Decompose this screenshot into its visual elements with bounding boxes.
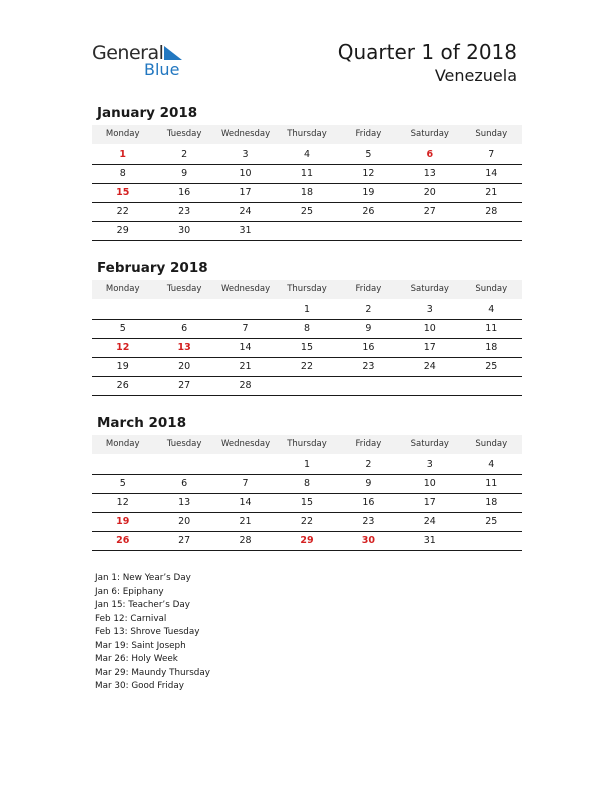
date-cell: 7 xyxy=(242,478,249,489)
date-cell: 29 xyxy=(116,225,129,236)
weekday-label: Thursday xyxy=(287,439,327,449)
weekday-label: Friday xyxy=(355,284,382,294)
date-cell: 11 xyxy=(485,323,498,334)
date-cell: 28 xyxy=(239,535,252,546)
holiday-date-cell: 15 xyxy=(116,187,130,198)
week-row xyxy=(92,456,522,475)
date-cell: 4 xyxy=(488,459,495,470)
weekday-label: Monday xyxy=(105,284,140,294)
weekday-label: Saturday xyxy=(410,439,449,449)
date-cell: 31 xyxy=(239,225,252,236)
date-cell: 9 xyxy=(365,323,372,334)
date-cell: 8 xyxy=(303,478,310,489)
date-cell xyxy=(461,532,522,550)
date-cell: 2 xyxy=(365,304,372,315)
weekday-label: Sunday xyxy=(475,284,508,294)
date-cell xyxy=(461,377,522,395)
date-cell: 20 xyxy=(423,187,436,198)
holiday-date-cell: 26 xyxy=(116,535,130,546)
holiday-date-cell: 19 xyxy=(116,516,130,527)
date-cell: 13 xyxy=(423,168,436,179)
holiday-date-cell: 6 xyxy=(426,149,434,160)
date-cell: 6 xyxy=(181,478,188,489)
logo-general-text: General xyxy=(92,42,164,64)
date-cell: 17 xyxy=(423,342,436,353)
logo-blue-text: Blue xyxy=(144,60,180,79)
date-cell: 10 xyxy=(423,323,436,334)
holiday-date-cell: 12 xyxy=(116,342,130,353)
date-cell: 18 xyxy=(485,497,498,508)
generalblue-logo xyxy=(92,40,192,80)
week-row xyxy=(92,165,522,184)
week-row xyxy=(92,184,522,203)
week-row xyxy=(92,475,522,494)
weekday-label: Thursday xyxy=(287,284,327,294)
date-cell: 21 xyxy=(239,361,252,372)
holiday-note: Jan 15: Teacher’s Day xyxy=(95,600,190,610)
holiday-note: Feb 13: Shrove Tuesday xyxy=(95,627,200,637)
holiday-note: Mar 19: Saint Joseph xyxy=(95,640,186,651)
date-cell: 12 xyxy=(362,168,375,179)
date-cell xyxy=(215,301,276,319)
date-cell: 14 xyxy=(485,168,498,179)
date-cell: 5 xyxy=(119,323,126,334)
date-cell xyxy=(92,301,153,319)
date-cell: 21 xyxy=(485,187,498,198)
date-cell: 24 xyxy=(239,206,252,217)
holiday-list xyxy=(95,572,210,694)
weekday-label: Wednesday xyxy=(220,284,271,294)
date-cell: 22 xyxy=(116,206,129,217)
month-title: February 2018 xyxy=(97,260,208,276)
month-calendar xyxy=(92,103,522,241)
date-cell: 30 xyxy=(178,225,191,236)
date-cell: 15 xyxy=(300,497,314,508)
date-cell: 17 xyxy=(423,497,436,508)
holiday-date-cell: 13 xyxy=(177,342,191,353)
holiday-note: Mar 29: Maundy Thursday xyxy=(95,667,210,678)
weekday-label: Monday xyxy=(105,439,140,449)
weekday-label: Tuesday xyxy=(166,439,202,449)
date-cell: 24 xyxy=(423,361,436,372)
date-cell: 21 xyxy=(239,516,252,527)
date-cell: 19 xyxy=(116,361,129,372)
date-cell: 2 xyxy=(365,459,372,470)
date-cell: 27 xyxy=(178,380,191,391)
weekday-label: Tuesday xyxy=(166,129,202,139)
date-cell: 24 xyxy=(423,516,436,527)
date-cell: 19 xyxy=(362,187,375,198)
date-cell: 20 xyxy=(178,361,191,372)
week-row xyxy=(92,301,522,320)
month-calendar xyxy=(92,413,522,551)
date-cell: 25 xyxy=(300,206,314,217)
weekday-label: Wednesday xyxy=(220,129,271,139)
week-row xyxy=(92,358,522,377)
holiday-note: Feb 12: Carnival xyxy=(95,613,167,624)
date-cell: 3 xyxy=(242,149,249,160)
month-calendar xyxy=(92,258,522,396)
date-cell xyxy=(92,456,153,474)
date-cell: 2 xyxy=(181,149,188,160)
date-cell: 9 xyxy=(365,478,372,489)
date-cell: 5 xyxy=(365,149,372,160)
week-row xyxy=(92,146,522,165)
date-cell: 26 xyxy=(362,206,375,217)
date-cell: 14 xyxy=(239,497,252,508)
weekday-label: Tuesday xyxy=(166,284,202,294)
date-cell: 27 xyxy=(178,535,191,546)
date-cell: 20 xyxy=(178,516,191,527)
date-cell: 18 xyxy=(485,342,498,353)
date-cell: 5 xyxy=(119,478,126,489)
date-cell: 9 xyxy=(181,168,188,179)
date-cell: 1 xyxy=(303,304,310,315)
weekday-label: Sunday xyxy=(475,439,508,449)
week-row xyxy=(92,203,522,222)
date-cell: 18 xyxy=(300,187,314,198)
date-cell: 8 xyxy=(303,323,310,334)
date-cell xyxy=(338,222,399,240)
date-cell: 14 xyxy=(239,342,252,353)
date-cell: 8 xyxy=(119,168,126,179)
date-cell: 11 xyxy=(485,478,498,489)
week-row xyxy=(92,494,522,513)
date-cell: 28 xyxy=(239,380,252,391)
week-row xyxy=(92,532,522,551)
weekday-label: Friday xyxy=(355,439,382,449)
holiday-note: Mar 30: Good Friday xyxy=(95,681,184,691)
date-cell: 16 xyxy=(178,187,191,198)
date-cell: 23 xyxy=(362,516,375,527)
weekday-header xyxy=(92,125,522,144)
date-cell: 6 xyxy=(181,323,188,334)
holiday-date-cell: 1 xyxy=(119,149,127,160)
date-cell xyxy=(276,222,337,240)
weekday-label: Saturday xyxy=(410,284,449,294)
date-cell xyxy=(153,301,214,319)
week-row xyxy=(92,339,522,358)
holiday-note: Mar 26: Holy Week xyxy=(95,654,178,664)
holiday-date-cell: 30 xyxy=(361,535,376,546)
holiday-date-cell: 29 xyxy=(300,535,314,546)
date-cell xyxy=(461,222,522,240)
date-cell xyxy=(399,222,460,240)
date-cell: 10 xyxy=(423,478,436,489)
week-row xyxy=(92,377,522,396)
weekday-header xyxy=(92,435,522,454)
date-cell: 3 xyxy=(426,304,433,315)
date-cell: 3 xyxy=(426,459,433,470)
date-cell: 26 xyxy=(116,380,129,391)
date-cell xyxy=(338,377,399,395)
month-title: March 2018 xyxy=(97,415,187,431)
weekday-label: Friday xyxy=(355,129,382,139)
date-cell xyxy=(399,377,460,395)
weekday-label: Saturday xyxy=(410,129,449,139)
week-row xyxy=(92,513,522,532)
date-cell: 12 xyxy=(116,497,129,508)
weekday-header xyxy=(92,280,522,299)
date-cell: 1 xyxy=(303,459,310,470)
date-cell: 4 xyxy=(303,149,310,160)
holiday-note: Jan 6: Epiphany xyxy=(95,586,164,597)
date-cell: 31 xyxy=(423,535,436,546)
date-cell: 15 xyxy=(300,342,314,353)
week-row xyxy=(92,222,522,241)
date-cell: 25 xyxy=(485,361,498,372)
date-cell: 7 xyxy=(488,149,495,160)
month-title: January 2018 xyxy=(97,105,198,121)
date-cell: 10 xyxy=(239,168,252,179)
date-cell xyxy=(215,456,276,474)
date-cell: 13 xyxy=(178,497,191,508)
weekday-label: Wednesday xyxy=(220,439,271,449)
date-cell: 22 xyxy=(300,516,314,527)
holiday-note: Jan 1: New Year’s Day xyxy=(95,573,191,583)
date-cell: 16 xyxy=(362,497,375,508)
date-cell: 27 xyxy=(423,206,436,217)
country-name: Venezuela xyxy=(434,66,517,85)
weekday-label: Thursday xyxy=(287,129,327,139)
date-cell: 28 xyxy=(485,206,498,217)
date-cell: 23 xyxy=(178,206,191,217)
date-cell: 17 xyxy=(239,187,252,198)
week-row xyxy=(92,320,522,339)
date-cell: 7 xyxy=(242,323,249,334)
date-cell: 25 xyxy=(485,516,498,527)
page-title: Quarter 1 of 2018 xyxy=(337,40,517,64)
date-cell: 22 xyxy=(300,361,314,372)
date-cell: 4 xyxy=(488,304,495,315)
date-cell: 16 xyxy=(362,342,375,353)
date-cell: 23 xyxy=(362,361,375,372)
date-cell xyxy=(153,456,214,474)
weekday-label: Sunday xyxy=(475,129,508,139)
date-cell: 11 xyxy=(300,168,314,179)
date-cell xyxy=(276,377,337,395)
weekday-label: Monday xyxy=(105,129,140,139)
